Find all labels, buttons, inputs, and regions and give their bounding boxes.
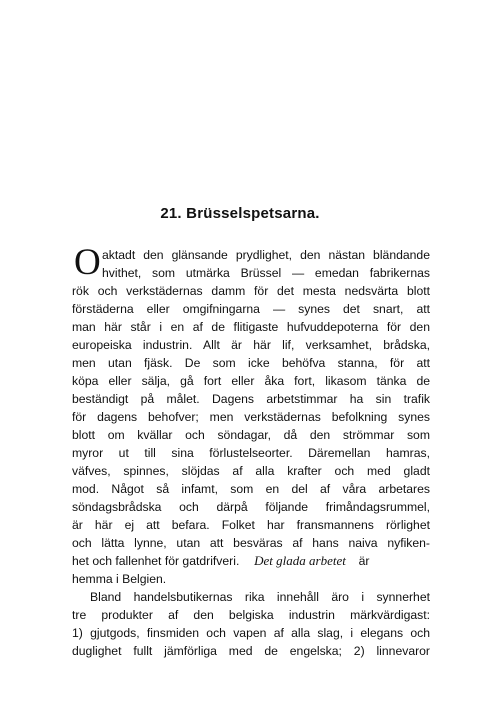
text-line: duglighet fullt jämförliga med de engelska; 2) linnevaror — [72, 644, 430, 658]
text-line: köpa eller sälja, gå fort eller åka fort, likasom tänka de — [72, 374, 430, 388]
text-line: Bland handelsbutikernas rika innehåll äro i synnerhet — [90, 590, 430, 604]
text-line: blott om kvällar och söndagar, då den strömmar som — [72, 428, 430, 442]
text-line: men utan fjäsk. De som icke behöfva stanna, för att — [72, 356, 430, 370]
text-line: förstäderna eller omgifningarna — synes det snart, att — [72, 302, 430, 316]
text-line: myror ut till sina förlustelseorter. Däremellan hamras, — [72, 446, 430, 460]
text-line: 1) gjutgods, finsmiden och vapen af alla slag, i elegans och — [72, 626, 430, 640]
italic-phrase: Det glada arbetet — [254, 553, 346, 568]
text-line: söndagsbrådska och därpå följande frimåndagsrummel, — [72, 500, 430, 514]
text-line: hemma i Belgien. — [72, 572, 167, 586]
text-line: man här står i en af de flitigaste hufvuddepoterna för den — [72, 320, 430, 334]
text-line: beständigt på målet. Dagens arbetstimmar ha sin trafik — [72, 392, 430, 406]
text-segment: het och fallenhet för gatdrifveri. — [72, 554, 240, 568]
text-line — [72, 552, 430, 570]
text-segment: är — [358, 554, 370, 568]
text-line: europeiska industrin. Allt är här lif, verksamhet, brådska, — [72, 338, 430, 352]
text-line: aktadt den glänsande prydlighet, den nästan bländande — [102, 248, 430, 262]
text-line: mod. Något så infamt, som en del af våra arbetares — [72, 482, 430, 496]
chapter-title: 21. Brüsselspetsarna. — [160, 205, 320, 222]
text-line: tre produkter af den belgiska industrin märkvärdigast: — [72, 608, 430, 622]
text-line: hvithet, som utmärka Brüssel — emedan fabrikernas — [102, 266, 430, 280]
drop-cap: O — [74, 242, 101, 283]
text-line: för dagens behofver; men verkstädernas befolkning synes — [72, 410, 430, 424]
text-line: rök och verkstädernas damm för det mesta nedsvärta blott — [72, 284, 430, 298]
text-line: och lätta lynne, utan att besväras af hans naiva nyfiken- — [72, 536, 430, 550]
text-line: väfves, spinnes, slöjdas af alla krafter och med gladt — [72, 464, 430, 478]
text-line: är här ej att befara. Folket har fransmannens rörlighet — [72, 518, 430, 532]
